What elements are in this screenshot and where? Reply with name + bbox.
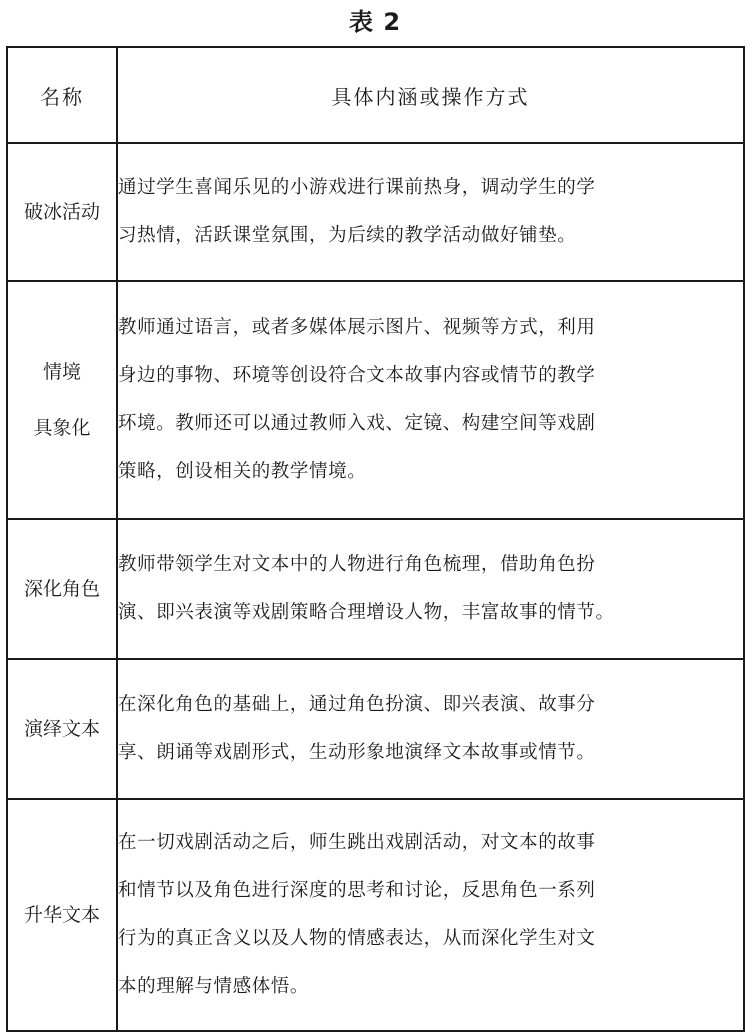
table-header-row: [7, 47, 744, 143]
row-name-cell: [7, 659, 117, 799]
description-line: 行为的真正含义以及人物的情感表达，从而深化学生对文: [118, 928, 596, 949]
row-name-text: 破冰活动: [23, 201, 100, 223]
row-name-text: 升华文本: [23, 904, 100, 926]
description-line: 教师通过语言，或者多媒体展示图片、视频等方式，利用: [118, 317, 596, 338]
row-name-cell: [7, 143, 117, 281]
description-line: 在深化角色的基础上，通过角色扮演、即兴表演、故事分: [118, 694, 596, 715]
row-name-text: 演绎文本: [23, 718, 100, 740]
description-line: 享、朗诵等戏剧形式，生动形象地演绎文本故事或情节。: [118, 742, 596, 763]
description-line: 身边的事物、环境等创设符合文本故事内容或情节的教学: [118, 365, 596, 386]
table-row: [7, 281, 744, 519]
row-description-cell: [117, 519, 744, 659]
description-line: 在一切戏剧活动之后，师生跳出戏剧活动，对文本的故事: [118, 832, 596, 853]
description-line: 演、即兴表演等戏剧策略合理增设人物，丰富故事的情节。: [118, 602, 615, 623]
row-name-cell: [7, 799, 117, 1031]
row-name-text: 深化角色: [23, 578, 100, 600]
column-header-name: 名称: [7, 47, 117, 143]
content-table: [6, 46, 745, 1032]
row-description-cell: [117, 799, 744, 1031]
row-name-text: 具象化: [33, 417, 91, 439]
table-row: [7, 799, 744, 1031]
row-description-cell: [117, 281, 744, 519]
description-line: 通过学生喜闻乐见的小游戏进行课前热身，调动学生的学: [118, 177, 596, 198]
row-description-cell: [117, 143, 744, 281]
table-row: [7, 519, 744, 659]
table-row: [7, 143, 744, 281]
row-name-cell: [7, 281, 117, 519]
row-name-text: 情境: [42, 361, 81, 383]
row-name-cell: [7, 519, 117, 659]
description-line: 习热情，活跃课堂氛围，为后续的教学活动做好铺垫。: [118, 225, 577, 246]
description-line: 教师带领学生对文本中的人物进行角色梳理，借助角色扮: [118, 554, 596, 575]
description-line: 和情节以及角色进行深度的思考和讨论，反思角色一系列: [118, 880, 596, 901]
row-description-cell: [117, 659, 744, 799]
description-line: 本的理解与情感体悟。: [118, 976, 310, 997]
description-line: 策略，创设相关的教学情境。: [118, 461, 367, 482]
table-row: [7, 659, 744, 799]
column-header-description: 具体内涵或操作方式: [117, 47, 744, 143]
description-line: 环境。教师还可以通过教师入戏、定镜、构建空间等戏剧: [118, 413, 596, 434]
table-caption: 表 2: [348, 8, 402, 36]
